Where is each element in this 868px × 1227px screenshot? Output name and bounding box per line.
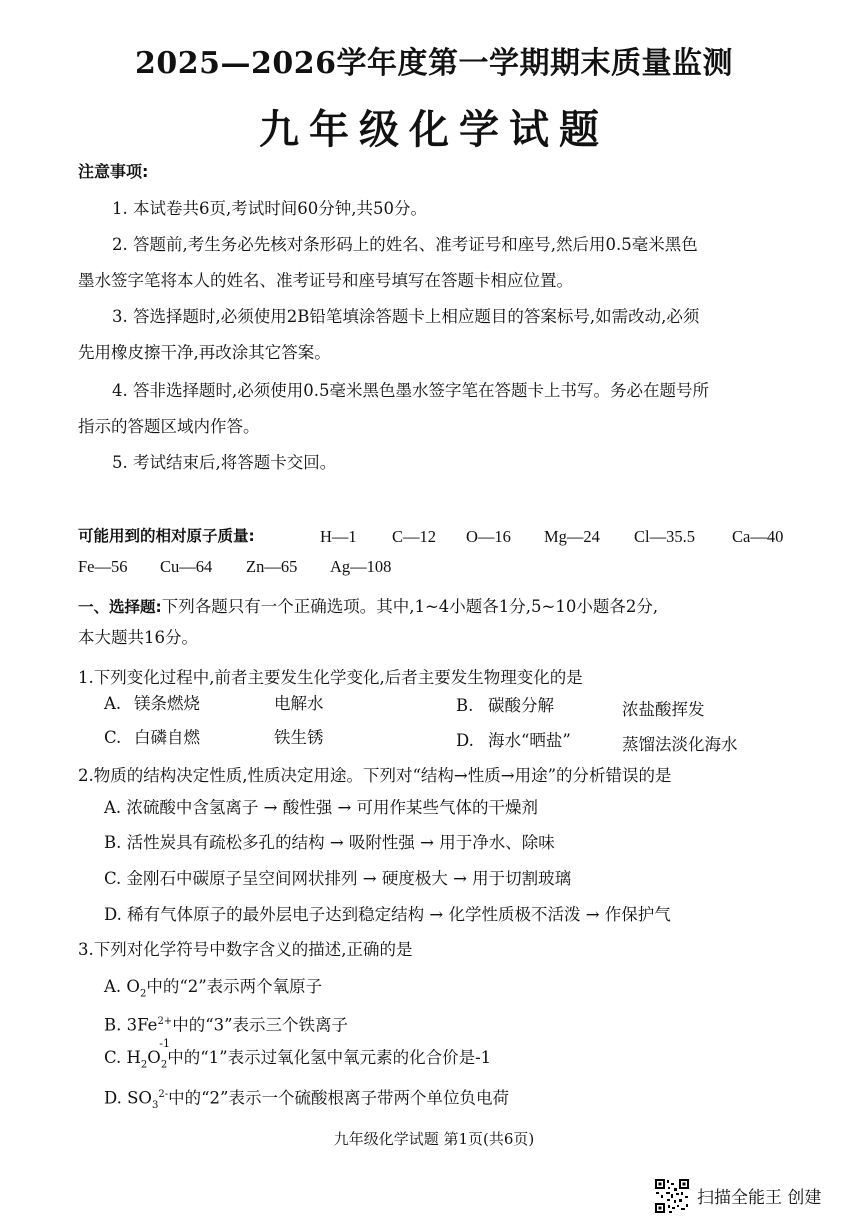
q1-option-b-label: B. xyxy=(456,696,474,715)
atomic-mass-item: H—1 xyxy=(320,527,357,546)
q3-a-prefix: A. O xyxy=(104,977,140,996)
q2-option-c: C. 金刚石中碳原子呈空间网状排列 → 硬度极大 → 用于切割玻璃 xyxy=(104,869,572,888)
q1-option-b-second: 浓盐酸挥发 xyxy=(622,700,705,719)
q1-option-a-first: 镁条燃烧 xyxy=(134,694,200,713)
q3-c-prefix: C. H xyxy=(104,1048,141,1067)
q2-option-b: B. 活性炭具有疏松多孔的结构 → 吸附性强 → 用于净水、除味 xyxy=(104,833,555,852)
page-footer: 九年级化学试题 第1页(共6页) xyxy=(333,1130,535,1148)
q1-option-c-label: C. xyxy=(104,728,122,747)
q3-option-d xyxy=(104,1083,824,1118)
q3-c-subscript-1: 2 xyxy=(140,1059,148,1071)
q2-option-a: A. 浓硫酸中含氢离子 → 酸性强 → 可用作某些气体的干燥剂 xyxy=(104,798,539,817)
q3-d-subscript: 3 xyxy=(151,1099,159,1111)
q2-option-d: D. 稀有气体原子的最外层电子达到稳定结构 → 化学性质极不活泼 → 作保护气 xyxy=(104,905,671,924)
question-2-stem: 2.物质的结构决定性质,性质决定用途。下列对“结构→性质→用途”的分析错误的是 xyxy=(78,766,672,785)
atomic-mass-label: 可能用到的相对原子质量: xyxy=(78,527,255,545)
atomic-mass-item: Cu—64 xyxy=(160,557,213,576)
q1-option-d-label: D. xyxy=(456,731,474,750)
q1-option-c-second: 铁生锈 xyxy=(274,728,324,747)
atomic-mass-item: Ag—108 xyxy=(330,557,392,576)
notice-item-2: 2. 答题前,考生务必先核对条形码上的姓名、准考证号和座号,然后用0.5毫米黑色 xyxy=(112,235,698,254)
qr-code-icon xyxy=(654,1178,690,1214)
q3-option-c xyxy=(104,1037,824,1077)
section-instruction-cont: 本大题共16分。 xyxy=(78,628,198,647)
q3-d-text: 中的“2”表示一个硫酸根离子带两个单位负电荷 xyxy=(168,1088,509,1108)
q3-d-prefix: D. SO xyxy=(104,1088,152,1108)
q3-d-superscript: 2- xyxy=(158,1089,169,1100)
scanner-watermark: 扫描全能王 创建 xyxy=(697,1188,822,1208)
atomic-mass-item: Mg—24 xyxy=(544,527,600,546)
atomic-mass-item: Ca—40 xyxy=(732,527,784,546)
notice-item-3-cont: 先用橡皮擦干净,再改涂其它答案。 xyxy=(78,343,331,362)
q3-b-prefix: B. 3Fe xyxy=(104,1015,158,1035)
q3-b-text: 中的“3”表示三个铁离子 xyxy=(172,1015,349,1035)
q1-option-a-second: 电解水 xyxy=(274,694,324,713)
exam-title: 2025—2026学年度第一学期期末质量监测 xyxy=(135,46,733,81)
q3-c-text: 中的“1”表示过氧化氢中氧元素的化合价是-1 xyxy=(167,1048,492,1067)
q3-a-subscript: 2 xyxy=(139,988,147,1000)
q3-c-oxygen-symbol: O xyxy=(147,1048,161,1067)
q1-option-d-first: 海水“晒盐” xyxy=(488,731,571,750)
question-1-stem: 1.下列变化过程中,前者主要发生化学变化,后者主要发生物理变化的是 xyxy=(78,668,583,687)
atomic-mass-item: O—16 xyxy=(466,527,511,546)
question-3-stem: 3.下列对化学符号中数字含义的描述,正确的是 xyxy=(78,940,413,959)
notice-item-1: 1. 本试卷共6页,考试时间60分钟,共50分。 xyxy=(112,199,427,218)
q3-option-a xyxy=(104,975,824,1006)
notice-item-4-cont: 指示的答题区域内作答。 xyxy=(78,417,260,436)
atomic-mass-item: Fe—56 xyxy=(78,557,128,576)
section-heading: 一、选择题: xyxy=(78,598,162,616)
q3-c-oxygen xyxy=(147,1037,171,1070)
atomic-mass-item: Cl—35.5 xyxy=(634,527,695,546)
q3-a-text: 中的“2”表示两个氧原子 xyxy=(146,977,323,996)
notice-item-4: 4. 答非选择题时,必须使用0.5毫米黑色墨水签字笔在答题卡上书写。务必在题号所 xyxy=(112,381,709,400)
q3-c-valence-mark: -1 xyxy=(159,1037,171,1050)
section-heading-line xyxy=(78,595,798,619)
notice-item-5: 5. 考试结束后,将答题卡交回。 xyxy=(112,453,337,472)
section-instruction: 下列各题只有一个正确选项。其中,1~4小题各1分,5~10小题各2分, xyxy=(161,597,659,616)
q1-option-b-first: 碳酸分解 xyxy=(488,696,554,715)
atomic-mass-item: Zn—65 xyxy=(246,557,298,576)
notice-item-3: 3. 答选择题时,必须使用2B铅笔填涂答题卡上相应题目的答案标号,如需改动,必须 xyxy=(112,307,700,326)
q1-option-c-first: 白磷自燃 xyxy=(134,728,200,747)
atomic-mass-item: C—12 xyxy=(392,527,437,546)
q1-option-a-label: A. xyxy=(104,694,122,713)
q3-c-subscript-2: 2 xyxy=(160,1059,168,1071)
notice-item-2-cont: 墨水签字笔将本人的姓名、准考证号和座号填写在答题卡相应位置。 xyxy=(78,271,573,290)
q3-b-superscript: 2+ xyxy=(157,1016,173,1027)
notice-heading: 注意事项: xyxy=(78,162,149,181)
exam-subtitle: 九年级化学试题 xyxy=(259,106,609,153)
q1-option-d-second: 蒸馏法淡化海水 xyxy=(622,735,738,754)
q3-option-b xyxy=(104,1010,824,1038)
